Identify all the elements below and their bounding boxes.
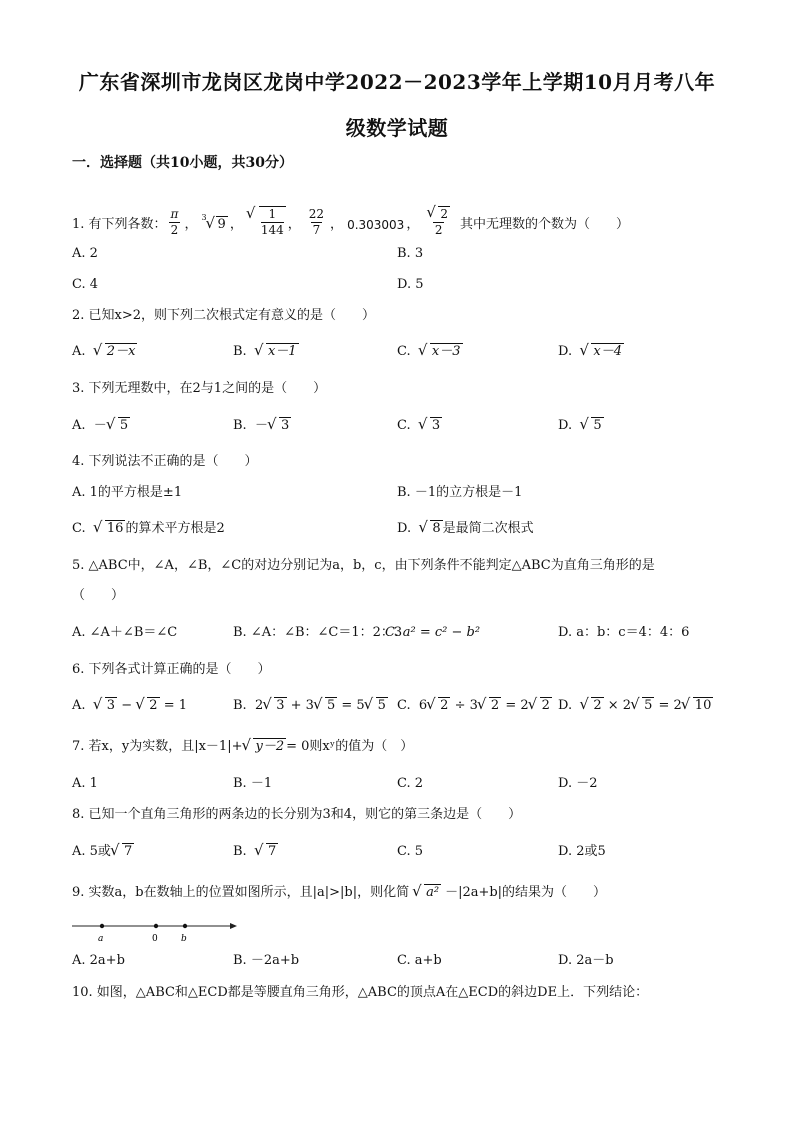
q4-option-a: A. 1的平方根是±1 <box>72 485 183 500</box>
question-5-blank: （ ） <box>72 588 125 603</box>
q9-option-c: C. a+b <box>397 953 442 968</box>
q9-option-a: A. 2a+b <box>72 953 125 968</box>
question-2: 2. 已知x>2，则下列二次根式定有意义的是（ ） <box>72 308 376 323</box>
question-3: 3. 下列无理数中，在2与1之间的是（ ） <box>72 381 327 396</box>
q9-option-b: B. －2a+b <box>233 953 300 968</box>
q2-option-b: B. √ x－1 <box>233 343 299 361</box>
question-4: 4. 下列说法不正确的是（ ） <box>72 454 258 469</box>
q2-option-d: D. √ x－4 <box>558 343 624 361</box>
point-b <box>183 924 187 928</box>
q1-sqrt-fraction: √ $\frac{1}{144}$ <box>247 206 286 238</box>
question-6: 6. 下列各式计算正确的是（ ） <box>72 662 271 677</box>
q1-option-c: C. 4 <box>72 277 99 292</box>
label-zero: 0 <box>152 934 158 944</box>
q1-suffix: 其中无理数的个数为（ ） <box>459 217 629 232</box>
q5-option-b: B. ∠A：∠B：∠C＝1：2：3 <box>233 625 403 640</box>
label-b: b <box>181 934 187 944</box>
q3-option-b: B. －√ 3 <box>233 417 291 435</box>
q8-option-c: C. 5 <box>397 844 424 859</box>
q5-option-a: A. ∠A＋∠B＝∠C <box>72 625 178 640</box>
q5-option-c: C. a² = c² − b² <box>385 625 481 640</box>
q4-option-c: C. √ 16 的算术平方根是2 <box>72 520 225 538</box>
question-7: 7. 若x，y为实数，且|x－1|+√ y－2 = 0则xʸ的值为（ ） <box>72 738 413 756</box>
q3-option-c: C. √ 3 <box>397 417 442 435</box>
q7-option-a: A. 1 <box>72 776 98 791</box>
point-zero <box>154 924 158 928</box>
question-9: 9. 实数a，b在数轴上的位置如图所示，且|a|>|b|，则化简√ a² －|2a+b|的结果为（ ） <box>72 884 606 902</box>
q6-option-b: B. 2√ 3 + 3√ 5 = 5√ 5 <box>233 697 388 715</box>
question-10: 10. 如图，△ABC和△ECD都是等腰直角三角形，△ABC的顶点A在△ECD的斜边DE上．下列结论： <box>72 985 649 1000</box>
exam-title-line-1: 广东省深圳市龙岗区龙岗中学2022－2023学年上学期10月月考八年 <box>78 70 716 94</box>
q7-option-b: B. －1 <box>233 776 273 791</box>
q1-prefix: 1. 有下列各数： <box>72 217 167 232</box>
q1-22-over-7: $\frac{22}{7}$ <box>308 207 325 237</box>
point-a <box>100 924 104 928</box>
q2-option-c: C. √ x－3 <box>397 343 463 361</box>
q7-option-c: C. 2 <box>397 776 424 791</box>
q1-option-a: A. 2 <box>72 246 98 261</box>
exam-title-line-2: 级数学试题 <box>345 116 449 140</box>
number-line-figure <box>72 918 242 946</box>
section-heading: 一．选择题（共10小题，共30分） <box>72 155 293 171</box>
q8-option-d: D. 2或5 <box>558 844 606 859</box>
q6-option-c: C. 6√ 2 ÷ 3√ 2 = 2√ 2 <box>397 697 552 715</box>
q3-option-a: A. －√ 5 <box>72 417 130 435</box>
q1-cube-root: $^3$√ 9 <box>201 212 227 234</box>
q6-option-d: D. √ 2 × 2√ 5 = 2√ 10 <box>558 697 713 715</box>
q8-option-a: A. 5或√ 7 <box>72 843 134 861</box>
q5-option-d: D. a：b：c＝4：4：6 <box>558 625 690 640</box>
q1-option-d: D. 5 <box>397 277 424 292</box>
q9-option-d: D. 2a－b <box>558 953 614 968</box>
question-1: 1. 有下列各数： $\frac{\pi}{2}$ ， $^3$√ 9 ， √ $\frac{1}{144}$ ， $\frac{22}{7}$ ， 0.303003 ， √ $\frac{2}{2}$ 其中无理数的个数为（ ） <box>72 192 629 238</box>
question-8: 8. 已知一个直角三角形的两条边的长分别为3和4，则它的第三条边是（ ） <box>72 807 522 822</box>
number-line-arrow <box>230 923 237 929</box>
q2-option-a: A. √ 2－x <box>72 343 137 361</box>
q4-option-d: D. √ 8 是最简二次根式 <box>397 520 534 538</box>
q1-decimal: 0.303003 <box>347 218 405 232</box>
q1-sqrt2-over-2: √ $\frac{2}{2}$ <box>425 207 452 238</box>
q1-pi-over-2: $\frac{\pi}{2}$ <box>170 207 179 237</box>
q4-option-b: B. －1的立方根是－1 <box>397 485 523 500</box>
q7-option-d: D. －2 <box>558 776 598 791</box>
q8-option-b: B. √ 7 <box>233 843 278 861</box>
question-5: 5. △ABC中，∠A，∠B，∠C的对边分别记为a，b，c，由下列条件不能判定△ABC为直角三角形的是 <box>72 558 655 573</box>
q1-option-b: B. 3 <box>397 246 424 261</box>
label-a: a <box>98 934 104 944</box>
q3-option-d: D. √ 5 <box>558 417 604 435</box>
q6-option-a: A. √ 3 − √ 2 = 1 <box>72 697 187 715</box>
